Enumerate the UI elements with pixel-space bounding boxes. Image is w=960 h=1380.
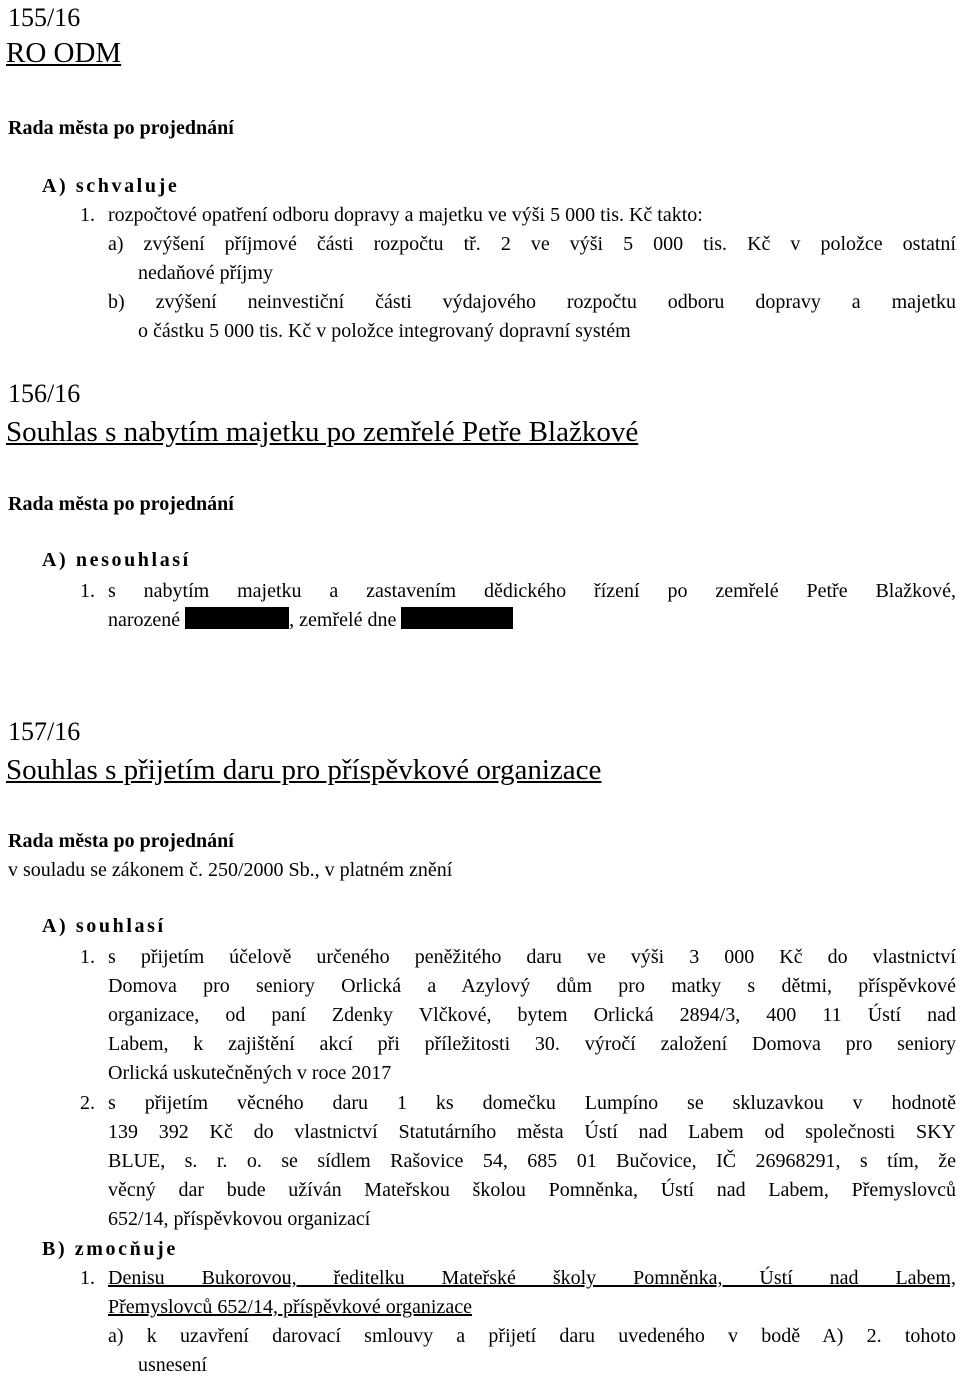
action-approve-155: A) schvaluje	[42, 175, 180, 197]
action-authorize-157: B) zmocňuje	[42, 1238, 178, 1260]
text-line: Labem, k zajištění akcí při příležitosti 30. výročí založení Domova pro seniory	[108, 1033, 956, 1055]
redaction-block-birthdate	[185, 607, 289, 629]
resolution-number-157: 157/16	[8, 717, 81, 746]
council-heading-157: Rada města po projednání	[8, 830, 234, 852]
council-heading-155: Rada města po projednání	[8, 117, 234, 139]
text-line: b) zvýšení neinvestiční části výdajového rozpočtu odboru dopravy a majetku	[108, 291, 956, 313]
item-text-157-b1a	[108, 1322, 956, 1380]
action-agree-157: A) souhlasí	[42, 915, 166, 937]
item-text-157-b1	[108, 1264, 956, 1322]
text-line: a) k uzavření darovací smlouvy a přijetí daru uvedeného v bodě A) 2. tohoto	[108, 1325, 956, 1347]
resolution-title-155: RO ODM	[6, 37, 122, 69]
item-text-155-1	[108, 201, 956, 346]
text-died: , zemřelé dne	[289, 609, 397, 631]
text-line	[108, 606, 956, 635]
text-line: rozpočtové opatření odboru dopravy a majetku ve výši 5 000 tis. Kč takto:	[108, 204, 703, 226]
text-line: organizace, od paní Zdenky Vlčkové, bytem Orlická 2894/3, 400 11 Ústí nad	[108, 1004, 956, 1026]
text-born: narozené	[108, 609, 181, 631]
text-line: o částku 5 000 tis. Kč v položce integrovaný dopravní systém	[138, 320, 631, 342]
text-line: s přijetím účelově určeného peněžitého daru ve výši 3 000 Kč do vlastnictví	[108, 946, 956, 968]
text-line: 139 392 Kč do vlastnictví Statutárního města Ústí nad Labem od společnosti SKY	[108, 1121, 956, 1143]
text-line: 652/14, příspěvkovou organizací	[108, 1208, 371, 1230]
text-line: s nabytím majetku a zastavením dědického řízení po zemřelé Petře Blažkové,	[108, 580, 956, 602]
text-line: Orlická uskutečněných v roce 2017	[108, 1062, 392, 1084]
resolution-number-155: 155/16	[8, 3, 81, 32]
text-line: nedaňové příjmy	[138, 262, 273, 284]
item-number-157-a1: 1.	[80, 946, 95, 968]
item-number-155-1: 1.	[80, 204, 95, 226]
text-line: a) zvýšení příjmové části rozpočtu tř. 2 ve výši 5 000 tis. Kč v položce ostatní	[108, 233, 956, 255]
item-number-157-b1: 1.	[80, 1267, 95, 1289]
text-line: Domova pro seniory Orlická a Azylový dům pro matky s dětmi, příspěvkové	[108, 975, 956, 997]
law-reference: v souladu se zákonem č. 250/2000 Sb., v platném znění	[8, 859, 453, 881]
resolution-number-156: 156/16	[8, 379, 81, 408]
resolution-title-157: Souhlas s přijetím daru pro příspěvkové organizace	[6, 754, 602, 786]
text-line: BLUE, s. r. o. se sídlem Rašovice 54, 685 01 Bučovice, IČ 26968291, s tím, že	[108, 1150, 956, 1172]
text-line: věcný dar bude užíván Mateřskou školou Pomněnka, Ústí nad Labem, Přemyslovců	[108, 1179, 956, 1201]
text-line: Denisu Bukorovou, ředitelku Mateřské školy Pomněnka, Ústí nad Labem,	[108, 1267, 956, 1289]
council-heading-156: Rada města po projednání	[8, 493, 234, 515]
item-text-157-a1	[108, 943, 956, 1088]
text-line: Přemyslovců 652/14, příspěvkové organizace	[108, 1296, 472, 1318]
item-number-156-1: 1.	[80, 580, 95, 602]
resolution-title-156: Souhlas s nabytím majetku po zemřelé Petře Blažkové	[6, 416, 639, 448]
action-disagree-156: A) nesouhlasí	[42, 549, 191, 571]
text-line: s přijetím věcného daru 1 ks domečku Lumpíno se skluzavkou v hodnotě	[108, 1092, 956, 1114]
redaction-block-deathdate	[401, 607, 513, 629]
item-text-156-1	[108, 577, 956, 635]
item-number-157-a2: 2.	[80, 1092, 95, 1114]
item-text-157-a2	[108, 1089, 956, 1234]
text-line: usnesení	[138, 1354, 207, 1376]
